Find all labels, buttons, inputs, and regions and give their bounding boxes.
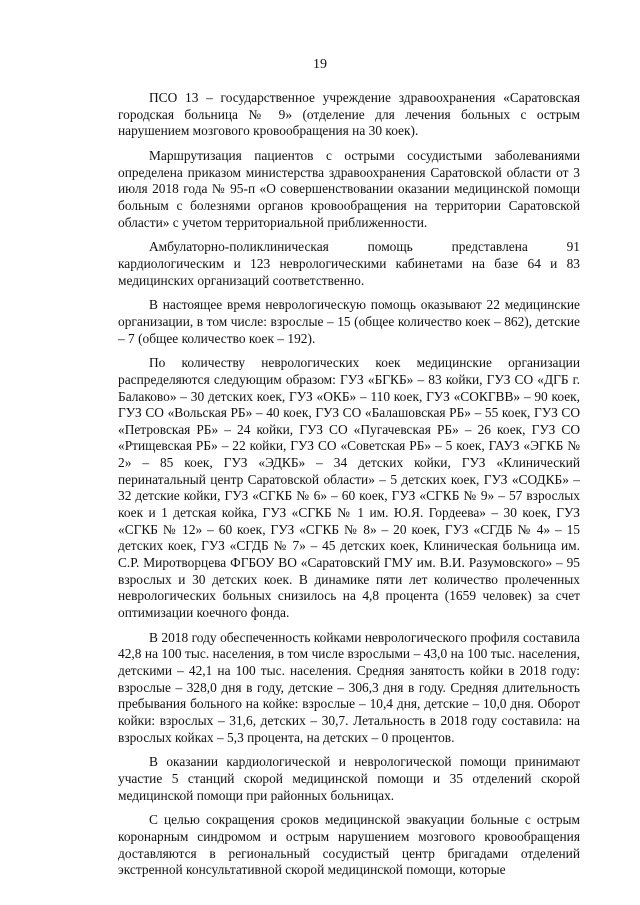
paragraph-pso13: ПСО 13 – государственное учреждение здравоохранения «Саратовская городская больница № 9» (отделение для лечения больных с острым нарушением мозгового кровообращения на 30 коек). bbox=[118, 90, 580, 139]
paragraph-emergency-stations: В оказании кардиологической и неврологической помощи принимают участие 5 станций скорой медицинской помощи и 35 отделений скорой медицинской помощи при районных больницах. bbox=[118, 754, 580, 803]
paragraph-evacuation: С целью сокращения сроков медицинской эвакуации больные с острым коронарным синдромом и острым нарушением мозгового кровообращения доставляются в региональный сосудистый центр бригадами отделений экстренной консультативной скорой медицинской помощи, которые bbox=[118, 812, 580, 878]
document-body bbox=[118, 90, 580, 887]
paragraph-neurology-organizations: В настоящее время неврологическую помощь оказывают 22 медицинские организации, в том числе: взрослые – 15 (общее количество коек – 862), детские – 7 (общее количество коек – 192). bbox=[118, 297, 580, 346]
paragraph-bed-statistics: В 2018 году обеспеченность койками неврологического профиля составила 42,8 на 100 тыс. населения, в том числе взрослыми – 43,0 на 100 тыс. населения, детскими – 42,1 на 100 тыс. населения. Средняя занятость койки в 2018 году: взрослые – 328,0 дня в году, детские – 306,3 дня в году. Средняя длительность пребывания больного на койке: взрослые – 10,4 дня, детские – 10,0 дня. Оборот койки: взрослых – 31,6, детских – 30,7. Летальность в 2018 году составила: на взрослых койках – 5,3 процента, на детских – 0 процентов. bbox=[118, 629, 580, 745]
paragraph-bed-distribution: По количеству неврологических коек медицинские организации распределяются следующим образом: ГУЗ «БГКБ» – 83 койки, ГУЗ СО «ДГБ г. Балаково» – 30 детских коек, ГУЗ «ОКБ» – 110 коек, ГУЗ «СОКГВВ» – 90 коек, ГУЗ СО «Вольская РБ» – 40 коек, ГУЗ СО «Балашовская РБ» – 55 коек, ГУЗ СО «Петровская РБ» – 24 койки, ГУЗ СО «Пугачевская РБ» – 26 коек, ГУЗ СО «Ртищевская РБ» – 22 койки, ГУЗ СО «Советская РБ» – 5 коек, ГАУЗ «ЭГКБ № 2» – 85 коек, ГУЗ «ЭДКБ» – 34 детских койки, ГУЗ «Клинический перинатальный центр Саратовской области» – 5 детских коек, ГУЗ «СОДКБ» – 32 детские койки, ГУЗ «СГКБ № 6» – 60 коек, ГУЗ «СГКБ № 9» – 57 взрослых коек и 1 детская койка, ГУЗ «СГКБ № 1 им. Ю.Я. Гордеева» – 30 коек, ГУЗ «СГКБ № 12» – 60 коек, ГУЗ «СГКБ № 8» – 20 коек, ГУЗ «СГДБ № 4» – 15 детских коек, ГУЗ «СГДБ № 7» – 45 детских коек, Клиническая больница им. С.Р. Миротворцева ФГБОУ ВО «Саратовский ГМУ им. В.И. Разумовского» – 95 взрослых и 30 детских коек. В динамике пяти лет количество пролеченных неврологических больных снизилось на 4,8 процента (1659 человек) за счет оптимизации коечного фонда. bbox=[118, 355, 580, 621]
paragraph-outpatient: Амбулаторно-поликлиническая помощь представлена 91 кардиологическим и 123 неврологическими кабинетами на базе 64 и 83 медицинских организаций соответственно. bbox=[118, 239, 580, 288]
paragraph-routing: Маршрутизация пациентов с острыми сосудистыми заболеваниями определена приказом министерства здравоохранения Саратовской области от 3 июля 2018 года № 95-п «О совершенствовании оказании медицинской помощи больным с болезнями органов кровообращения на территории Саратовской области» с учетом территориальной приближенности. bbox=[118, 147, 580, 230]
page-number: 19 bbox=[313, 57, 327, 72]
